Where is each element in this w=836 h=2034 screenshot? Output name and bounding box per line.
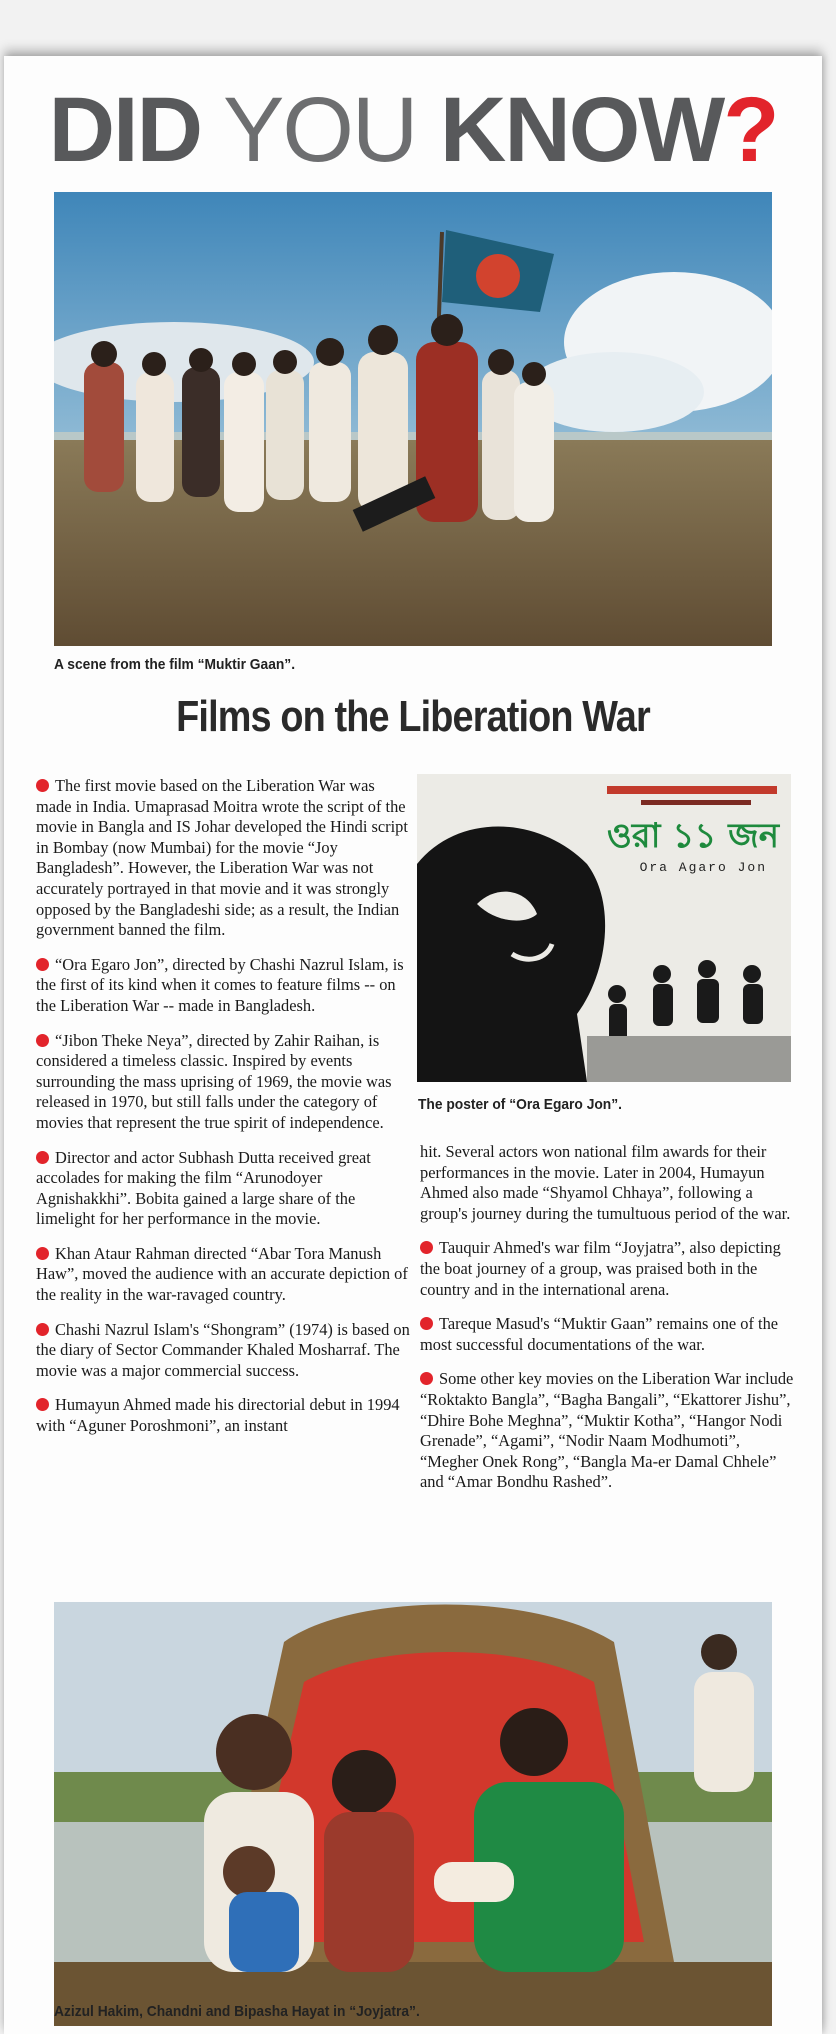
- bullet-icon: [420, 1241, 433, 1254]
- bullet-icon: [36, 1247, 49, 1260]
- bullet-icon: [36, 1398, 49, 1411]
- list-item: Humayun Ahmed made his directorial debut in 1994 with “Aguner Poroshmoni”, an instant: [36, 1395, 400, 1436]
- headline: [4, 80, 822, 180]
- muktir-gaan-photo: [54, 192, 772, 646]
- headline-did: DID: [48, 79, 202, 181]
- joyjatra-photo: [54, 1602, 772, 2026]
- bullet-icon: [36, 1151, 49, 1164]
- poster-subtitle-icon: [641, 800, 751, 805]
- left-column: [36, 776, 412, 1451]
- list-item: Tareque Masud's “Muktir Gaan” remains one of the most successful documentations of the war.: [420, 1314, 779, 1354]
- list-item: Khan Ataur Rahman directed “Abar Tora Manush Haw”, moved the audience with an accurate depiction of the reality in the war-ravaged country.: [36, 1243, 408, 1305]
- ora-egaro-jon-poster: [417, 774, 791, 1082]
- bullet-icon: [420, 1372, 433, 1385]
- list-item: The first movie based on the Liberation War was made in India. Umaprasad Moitra wrote the script of the movie in Bangla and IS Johar developed the Hindi script in Bombay (now Mumbai) for the movie “Joy Bangladesh”. However, the Liberation War was not accurately portrayed in that movie and it was strongly opposed by the Bangladeshi side; as a result, the Indian government banned the film.: [36, 776, 408, 940]
- list-item: Tauquir Ahmed's war film “Joyjatra”, also depicting the boat journey of a group, was praised both in the country and in the international arena.: [420, 1238, 781, 1299]
- headline-question-mark: ?: [723, 79, 778, 181]
- section-title: Films on the Liberation War: [176, 692, 650, 741]
- article-card: [4, 56, 822, 2034]
- poster-caption: The poster of “Ora Egaro Jon”.: [418, 1096, 622, 1113]
- poster-title-roman: Ora Agaro Jon: [639, 860, 767, 875]
- joyjatra-caption-visible: Azizul Hakim, Chandni and Bipasha Hayat in “Joyjatra”.: [54, 2003, 420, 2020]
- bullet-icon: [36, 1034, 49, 1047]
- poster-title-bangla: ওরা ১১ জন: [606, 816, 779, 856]
- bullet-icon: [36, 779, 49, 792]
- right-column: [420, 1142, 796, 1507]
- list-item: “Jibon Theke Neya”, directed by Zahir Raihan, is considered a timeless classic. Inspired by events surrounding the mass uprising of 1969, the movie was released in 1970, but still falls under the category of movies that represent the true spirit of independence.: [36, 1030, 392, 1132]
- bullet-icon: [36, 958, 49, 971]
- bullet-icon: [420, 1317, 433, 1330]
- muktir-gaan-caption: A scene from the film “Muktir Gaan”.: [54, 656, 296, 673]
- list-item: “Ora Egaro Jon”, directed by Chashi Nazrul Islam, is the first of its kind when it comes to feature films -- on the Liberation War -- made in Bangladesh.: [36, 954, 404, 1015]
- list-item: Some other key movies on the Liberation War include “Roktakto Bangla”, “Bagha Bangali”, “Ekattorer Jishu”, “Dhire Bohe Meghna”, “Muktir Kotha”, “Hangor Nodi Grenade”, “Agami”, “Nodir Naam Modhumoti”, “Megher Onek Rong”, “Bangla Ma-er Damal Chhele” and “Amar Bondhu Rashed”.: [420, 1369, 794, 1492]
- headline-know: KNOW: [439, 79, 724, 181]
- bullet-icon: [36, 1323, 49, 1336]
- poster-tagline-icon: [607, 786, 777, 794]
- headline-you: YOU: [222, 79, 417, 181]
- list-item: Chashi Nazrul Islam's “Shongram” (1974) is based on the diary of Sector Commander Khaled Mosharraf. The movie was a major commercial success.: [36, 1319, 410, 1380]
- list-item: Director and actor Subhash Dutta received great accolades for making the film “Arunodoyer Agnishakkhi”. Bobita gained a large share of the limelight for her performance in the movie.: [36, 1147, 371, 1229]
- list-item-continued: hit. Several actors won national film awards for their performances in the movie. Later in 2004, Humayun Ahmed also made “Shyamol Chhaya”, following a group's journey during the tumultuous period of the war.: [420, 1142, 791, 1223]
